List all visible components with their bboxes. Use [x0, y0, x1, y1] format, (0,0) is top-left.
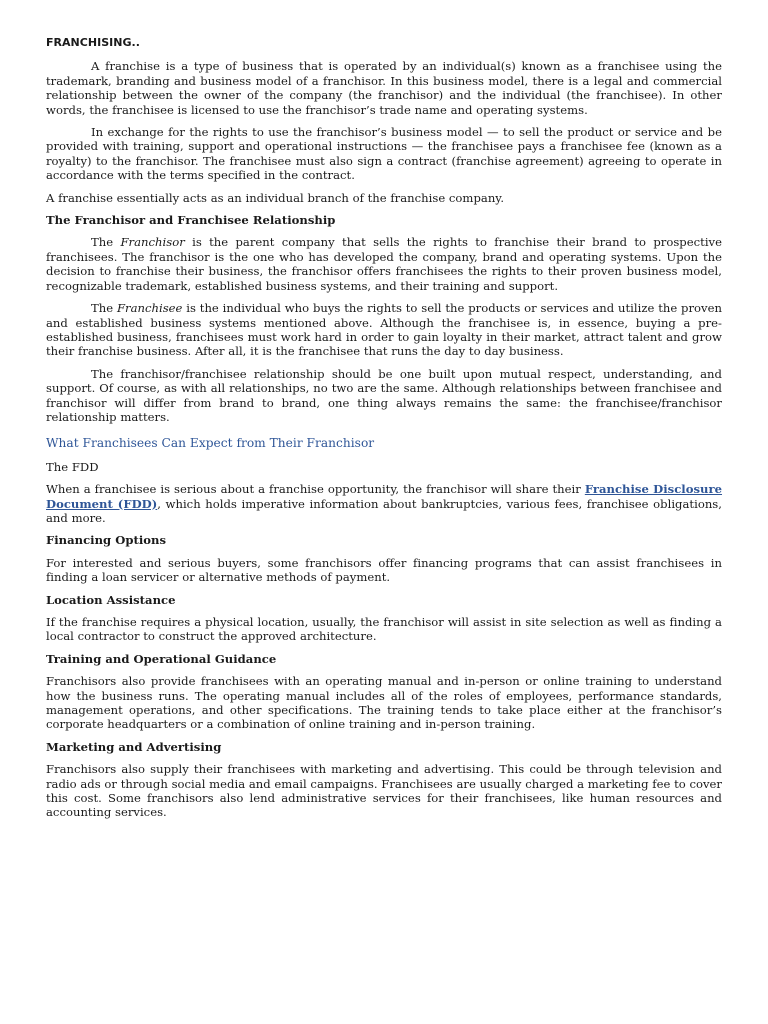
- relationship-paragraph: The franchisor/franchisee relationship should be one built upon mutual respect, understanding, and support. Of course, as with all relationships, no two are the same. Although relationships between franchisee and franchisor will differ from brand to brand, one thing always remains the same: the franchisee/franchisor relationship matters.: [46, 366, 722, 424]
- training-paragraph: Franchisors also provide franchisees with an operating manual and in-person or online training to understand how the business runs. The operating manual includes all of the roles of employees, performance standards, management operations, and other specifications. The training tends to take place either at the franchisor’s corporate headquarters or a combination of online training and in-person training.: [46, 674, 722, 732]
- financing-heading: Financing Options: [46, 533, 167, 548]
- location-heading: Location Assistance: [46, 592, 176, 607]
- intro-paragraph-2: In exchange for the rights to use the franchisor’s business model — to sell the product or service and be provided with training, support and operational instructions — the franchisee pays a franchisee fee (known as a royalty) to the franchisor. The franchisee must also sign a contract (franchise agreement) agreeing to operate in accordance with the terms specified in the contract.: [46, 125, 722, 183]
- franchisee-the: The: [91, 301, 114, 316]
- fdd-text-after: , which holds imperative information about bankruptcies, various fees, franchisee obligations, and more.: [46, 496, 722, 525]
- franchisor-definition: is the parent company that sells the rights to franchise their brand to prospective franchisees. The franchisor is the one who has developed the company, brand and operating systems. Upon the decision to franchise their business, the franchisor offers franchisees the rights to their proven business model, recognizable trademark, established business systems, and their training and support.: [46, 235, 722, 293]
- franchisee-paragraph: [46, 301, 722, 359]
- document-title: FRANCHISING..: [46, 36, 140, 49]
- location-paragraph: If the franchise requires a physical location, usually, the franchisor will assist in site selection as well as finding a local contractor to construct the approved architecture.: [46, 615, 722, 644]
- fdd-text-before: When a franchisee is serious about a franchise opportunity, the franchisor will share their: [46, 482, 585, 497]
- relationship-heading: The Franchisor and Franchisee Relationship: [46, 213, 336, 228]
- fdd-paragraph: [46, 482, 722, 525]
- intro-paragraph-1: A franchise is a type of business that is operated by an individual(s) known as a franchisee using the trademark, branding and business model of a franchisor. In this business model, there is a legal and commercial relationship between the owner of the company (the franchisor) and the individual (the franchisee). In other words, the franchisee is licensed to use the franchisor’s trade name and operating systems.: [46, 59, 722, 117]
- franchisor-paragraph: [46, 235, 722, 293]
- fdd-link[interactable]: Franchise Disclosure Document (FDD): [46, 482, 723, 511]
- franchisor-term: Franchisor: [120, 235, 185, 250]
- franchisee-term: Franchisee: [116, 301, 183, 316]
- financing-paragraph: For interested and serious buyers, some franchisors offer financing programs that can assist franchisees in finding a loan servicer or alternative methods of payment.: [46, 555, 722, 585]
- intro-paragraph-3: A franchise essentially acts as an individual branch of the franchise company.: [46, 190, 505, 205]
- marketing-paragraph: Franchisors also supply their franchisees with marketing and advertising. This could be through television and radio ads or through social media and email campaigns. Franchisees are usually charged a marketing fee to cover this cost. Some franchisors also lend administrative services for their franchisees, like human resources and accounting services.: [46, 762, 722, 820]
- expect-heading: What Franchisees Can Expect from Their Franchisor: [46, 436, 375, 451]
- marketing-heading: Marketing and Advertising: [46, 739, 222, 754]
- training-heading: Training and Operational Guidance: [46, 651, 277, 666]
- franchisor-the: The: [91, 235, 114, 250]
- fdd-heading: The FDD: [46, 459, 99, 474]
- franchisee-definition: is the individual who buys the rights to sell the products or services and utilize the proven and established business systems mentioned above. Although the franchisee is, in essence, buying a pre-established business, franchisees must work hard in order to gain loyalty in their market, attract talent and grow their franchise business. After all, it is the franchisee that runs the day to day business.: [46, 301, 722, 359]
